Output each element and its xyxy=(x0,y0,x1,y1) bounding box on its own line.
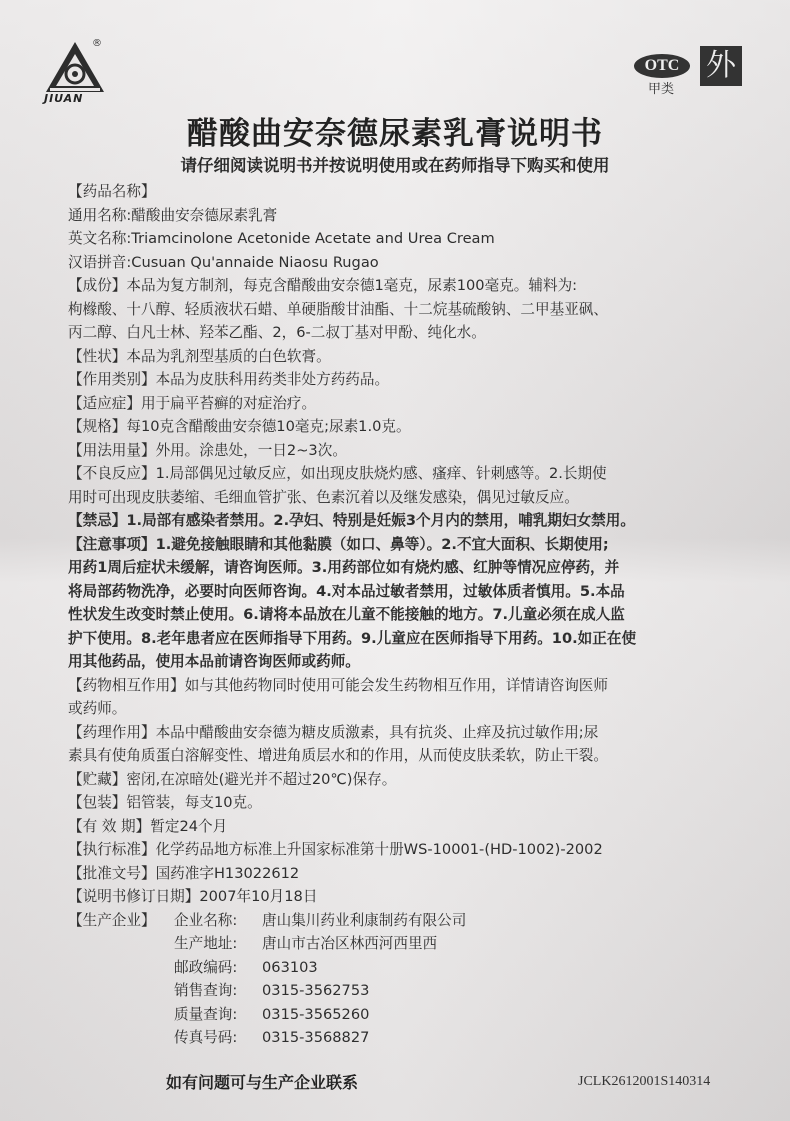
english-name-value: Triamcinolone Acetonide Acetate and Urea Cream xyxy=(131,230,495,247)
standard-value: 化学药品地方标准上升国家标准第十册WS-10001-(HD-1002)-2002 xyxy=(155,841,603,858)
adverse-text-1: 1.局部偶见过敏反应，如出现皮肤烧灼感、瘙痒、针刺感等。2.长期使 xyxy=(155,465,607,482)
section-heading-drug-name: 【药品名称】 xyxy=(68,183,156,200)
manufacturer-line-5 xyxy=(68,1003,748,1027)
precautions-line-3: 将局部药物洗净，必要时向医师咨询。4.对本品过敏者禁用，过敏体质者慎用。5.本品 xyxy=(68,582,625,600)
common-name-value: 醋酸曲安奈德尿素乳膏 xyxy=(131,206,278,224)
manufacturer-entry xyxy=(174,1026,748,1050)
adverse-line-1 xyxy=(68,462,748,486)
revision-value: 2007年10月18日 xyxy=(199,888,318,905)
manufacturer-key: 质量查询: xyxy=(174,1005,238,1023)
pharmacology-label: 【药理作用】 xyxy=(68,723,156,741)
interactions-line-1 xyxy=(68,674,748,698)
leaflet-body xyxy=(68,180,748,1050)
validity-label: 【有 效 期】 xyxy=(68,817,151,835)
manufacturer-label: 【生产企业】 xyxy=(68,911,156,929)
manufacturer-line-6 xyxy=(68,1026,748,1050)
english-name-line xyxy=(68,227,748,251)
logo-text: JIUAN xyxy=(44,92,84,105)
ingredients-line-1 xyxy=(68,274,748,298)
manufacturer-value: 唐山市古冶区林西河西里西 xyxy=(262,935,438,952)
pinyin-line xyxy=(68,251,748,275)
external-use-badge: 外 xyxy=(700,46,742,86)
approval-line xyxy=(68,862,748,886)
otc-badge: OTC xyxy=(634,54,690,78)
manufacturer-entry xyxy=(174,932,748,956)
interactions-text-1: 如与其他药物同时使用可能会发生药物相互作用，详情请咨询医师 xyxy=(184,676,608,694)
adverse-label: 【不良反应】 xyxy=(68,465,156,482)
page-title: 醋酸曲安奈德尿素乳膏说明书 xyxy=(187,116,603,152)
adverse-line-2: 用时可出现皮肤萎缩、毛细血管扩张、色素沉着以及继发感染，偶见过敏反应。 xyxy=(68,488,579,506)
spec-value: 每10克含醋酸曲安奈德10毫克;尿素1.0克。 xyxy=(126,418,411,435)
dosage-label: 【用法用量】 xyxy=(68,441,156,459)
storage-value: 密闭,在凉暗处(避光并不超过20℃)保存。 xyxy=(126,770,397,788)
manufacturer-line-1 xyxy=(68,909,748,933)
spec-label: 【规格】 xyxy=(68,418,127,435)
precautions-line-5: 护下使用。8.老年患者应在医师指导下用药。9.儿童应在医师指导下用药。10.如正在使 xyxy=(68,629,637,647)
properties-label: 【性状】 xyxy=(68,347,127,365)
approval-label: 【批准文号】 xyxy=(68,864,156,882)
precautions-line-6: 用其他药品，使用本品前请咨询医师或药师。 xyxy=(68,653,360,670)
category-line xyxy=(68,368,748,392)
manufacturer-line-3 xyxy=(68,956,748,980)
contraindications-label: 【禁忌】 xyxy=(68,512,127,529)
dosage-value: 外用。涂患处，一日2~3次。 xyxy=(155,441,347,459)
package-value: 铝管装，每支10克。 xyxy=(126,794,262,811)
revision-label: 【说明书修订日期】 xyxy=(68,888,200,905)
standard-line xyxy=(68,838,748,862)
otc-class: 甲类 xyxy=(648,82,675,97)
interactions-label: 【药物相互作用】 xyxy=(68,676,185,694)
common-name-label: 通用名称: xyxy=(68,206,132,224)
pharmacology-line-2: 素具有使角质蛋白溶解变性、增进角质层水和的作用，从而使皮肤柔软，防止干裂。 xyxy=(68,747,608,764)
manufacturer-entry xyxy=(174,956,748,980)
pinyin-value: Cusuan Qu'annaide Niaosu Rugao xyxy=(131,253,379,271)
storage-line xyxy=(68,768,748,792)
manufacturer-entry xyxy=(174,979,748,1003)
package-label: 【包装】 xyxy=(68,794,127,811)
manufacturer-key: 企业名称: xyxy=(174,911,238,929)
page-subtitle: 请仔细阅读说明书并按说明使用或在药师指导下购买和使用 xyxy=(180,156,610,175)
storage-label: 【贮藏】 xyxy=(68,770,127,788)
ingredients-line-2: 枸橼酸、十八醇、轻质液状石蜡、单硬脂酸甘油酯、十二烷基硫酸钠、二甲基亚砜、 xyxy=(68,300,608,318)
manufacturer-value: 0315-3562753 xyxy=(262,982,370,999)
registered-mark: ® xyxy=(92,38,102,49)
pharmacology-line-1 xyxy=(68,721,748,745)
pharmacology-text-1: 本品中醋酸曲安奈德为糖皮质激素，具有抗炎、止痒及抗过敏作用;尿 xyxy=(155,723,599,741)
revision-line xyxy=(68,885,748,909)
manufacturer-value: 063103 xyxy=(262,958,318,976)
document-code: JCLK2612001S140314 xyxy=(578,1074,711,1089)
interactions-line-2: 或药师。 xyxy=(68,700,127,717)
ingredients-line-3: 丙二醇、白凡士林、羟苯乙酯、2，6-二叔丁基对甲酚、纯化水。 xyxy=(68,324,486,341)
category-label: 【作用类别】 xyxy=(68,371,156,388)
precautions-line-2: 用药1周后症状未缓解，请咨询医师。3.用药部位如有烧灼感、红肿等情况应停药，并 xyxy=(68,559,620,576)
properties-value: 本品为乳剂型基质的白色软膏。 xyxy=(126,347,331,365)
manufacturer-key: 传真号码: xyxy=(174,1029,238,1046)
manufacturer-line-4 xyxy=(68,979,748,1003)
precautions-line-1 xyxy=(68,533,748,557)
validity-value: 暂定24个月 xyxy=(150,817,228,835)
otc-label xyxy=(634,46,744,98)
manufacturer-key: 邮政编码: xyxy=(174,958,238,976)
pinyin-label: 汉语拼音: xyxy=(68,253,132,271)
indications-label: 【适应症】 xyxy=(68,394,141,412)
indications-line xyxy=(68,392,748,416)
contact-note: 如有问题可与生产企业联系 xyxy=(166,1073,359,1092)
contraindications-line xyxy=(68,509,748,533)
precautions-text-1: 1.避免接触眼睛和其他黏膜（如口、鼻等）。2.不宜大面积、长期使用; xyxy=(155,535,609,553)
manufacturer-line-2 xyxy=(68,932,748,956)
package-line xyxy=(68,791,748,815)
manufacturer-value: 0315-3565260 xyxy=(262,1005,370,1023)
validity-line xyxy=(68,815,748,839)
manufacturer-entry xyxy=(174,1003,748,1027)
standard-label: 【执行标准】 xyxy=(68,841,156,858)
ingredients-text-1: 本品为复方制剂，每克含醋酸曲安奈德1毫克，尿素100毫克。辅料为: xyxy=(126,277,578,294)
properties-line xyxy=(68,345,748,369)
category-value: 本品为皮肤科用药类非处方药药品。 xyxy=(155,371,390,388)
manufacturer-entry xyxy=(174,909,466,933)
manufacturer-key: 生产地址: xyxy=(174,935,238,952)
manufacturer-value: 唐山集川药业利康制药有限公司 xyxy=(262,911,467,929)
manufacturer-key: 销售查询: xyxy=(174,982,238,999)
common-name-line xyxy=(68,204,748,228)
precautions-line-4: 性状发生改变时禁止使用。6.请将本品放在儿童不能接触的地方。7.儿童必须在成人监 xyxy=(68,606,625,623)
dosage-line xyxy=(68,439,748,463)
spec-line xyxy=(68,415,748,439)
precautions-label: 【注意事项】 xyxy=(68,535,156,553)
ingredients-label: 【成份】 xyxy=(68,277,127,294)
english-name-label: 英文名称: xyxy=(68,230,132,247)
contraindications-value: 1.局部有感染者禁用。2.孕妇、特别是妊娠3个月内的禁用，哺乳期妇女禁用。 xyxy=(126,512,635,529)
approval-value: 国药准字H13022612 xyxy=(155,864,300,882)
manufacturer-value: 0315-3568827 xyxy=(262,1029,370,1046)
indications-value: 用于扁平苔癣的对症治疗。 xyxy=(140,394,317,412)
